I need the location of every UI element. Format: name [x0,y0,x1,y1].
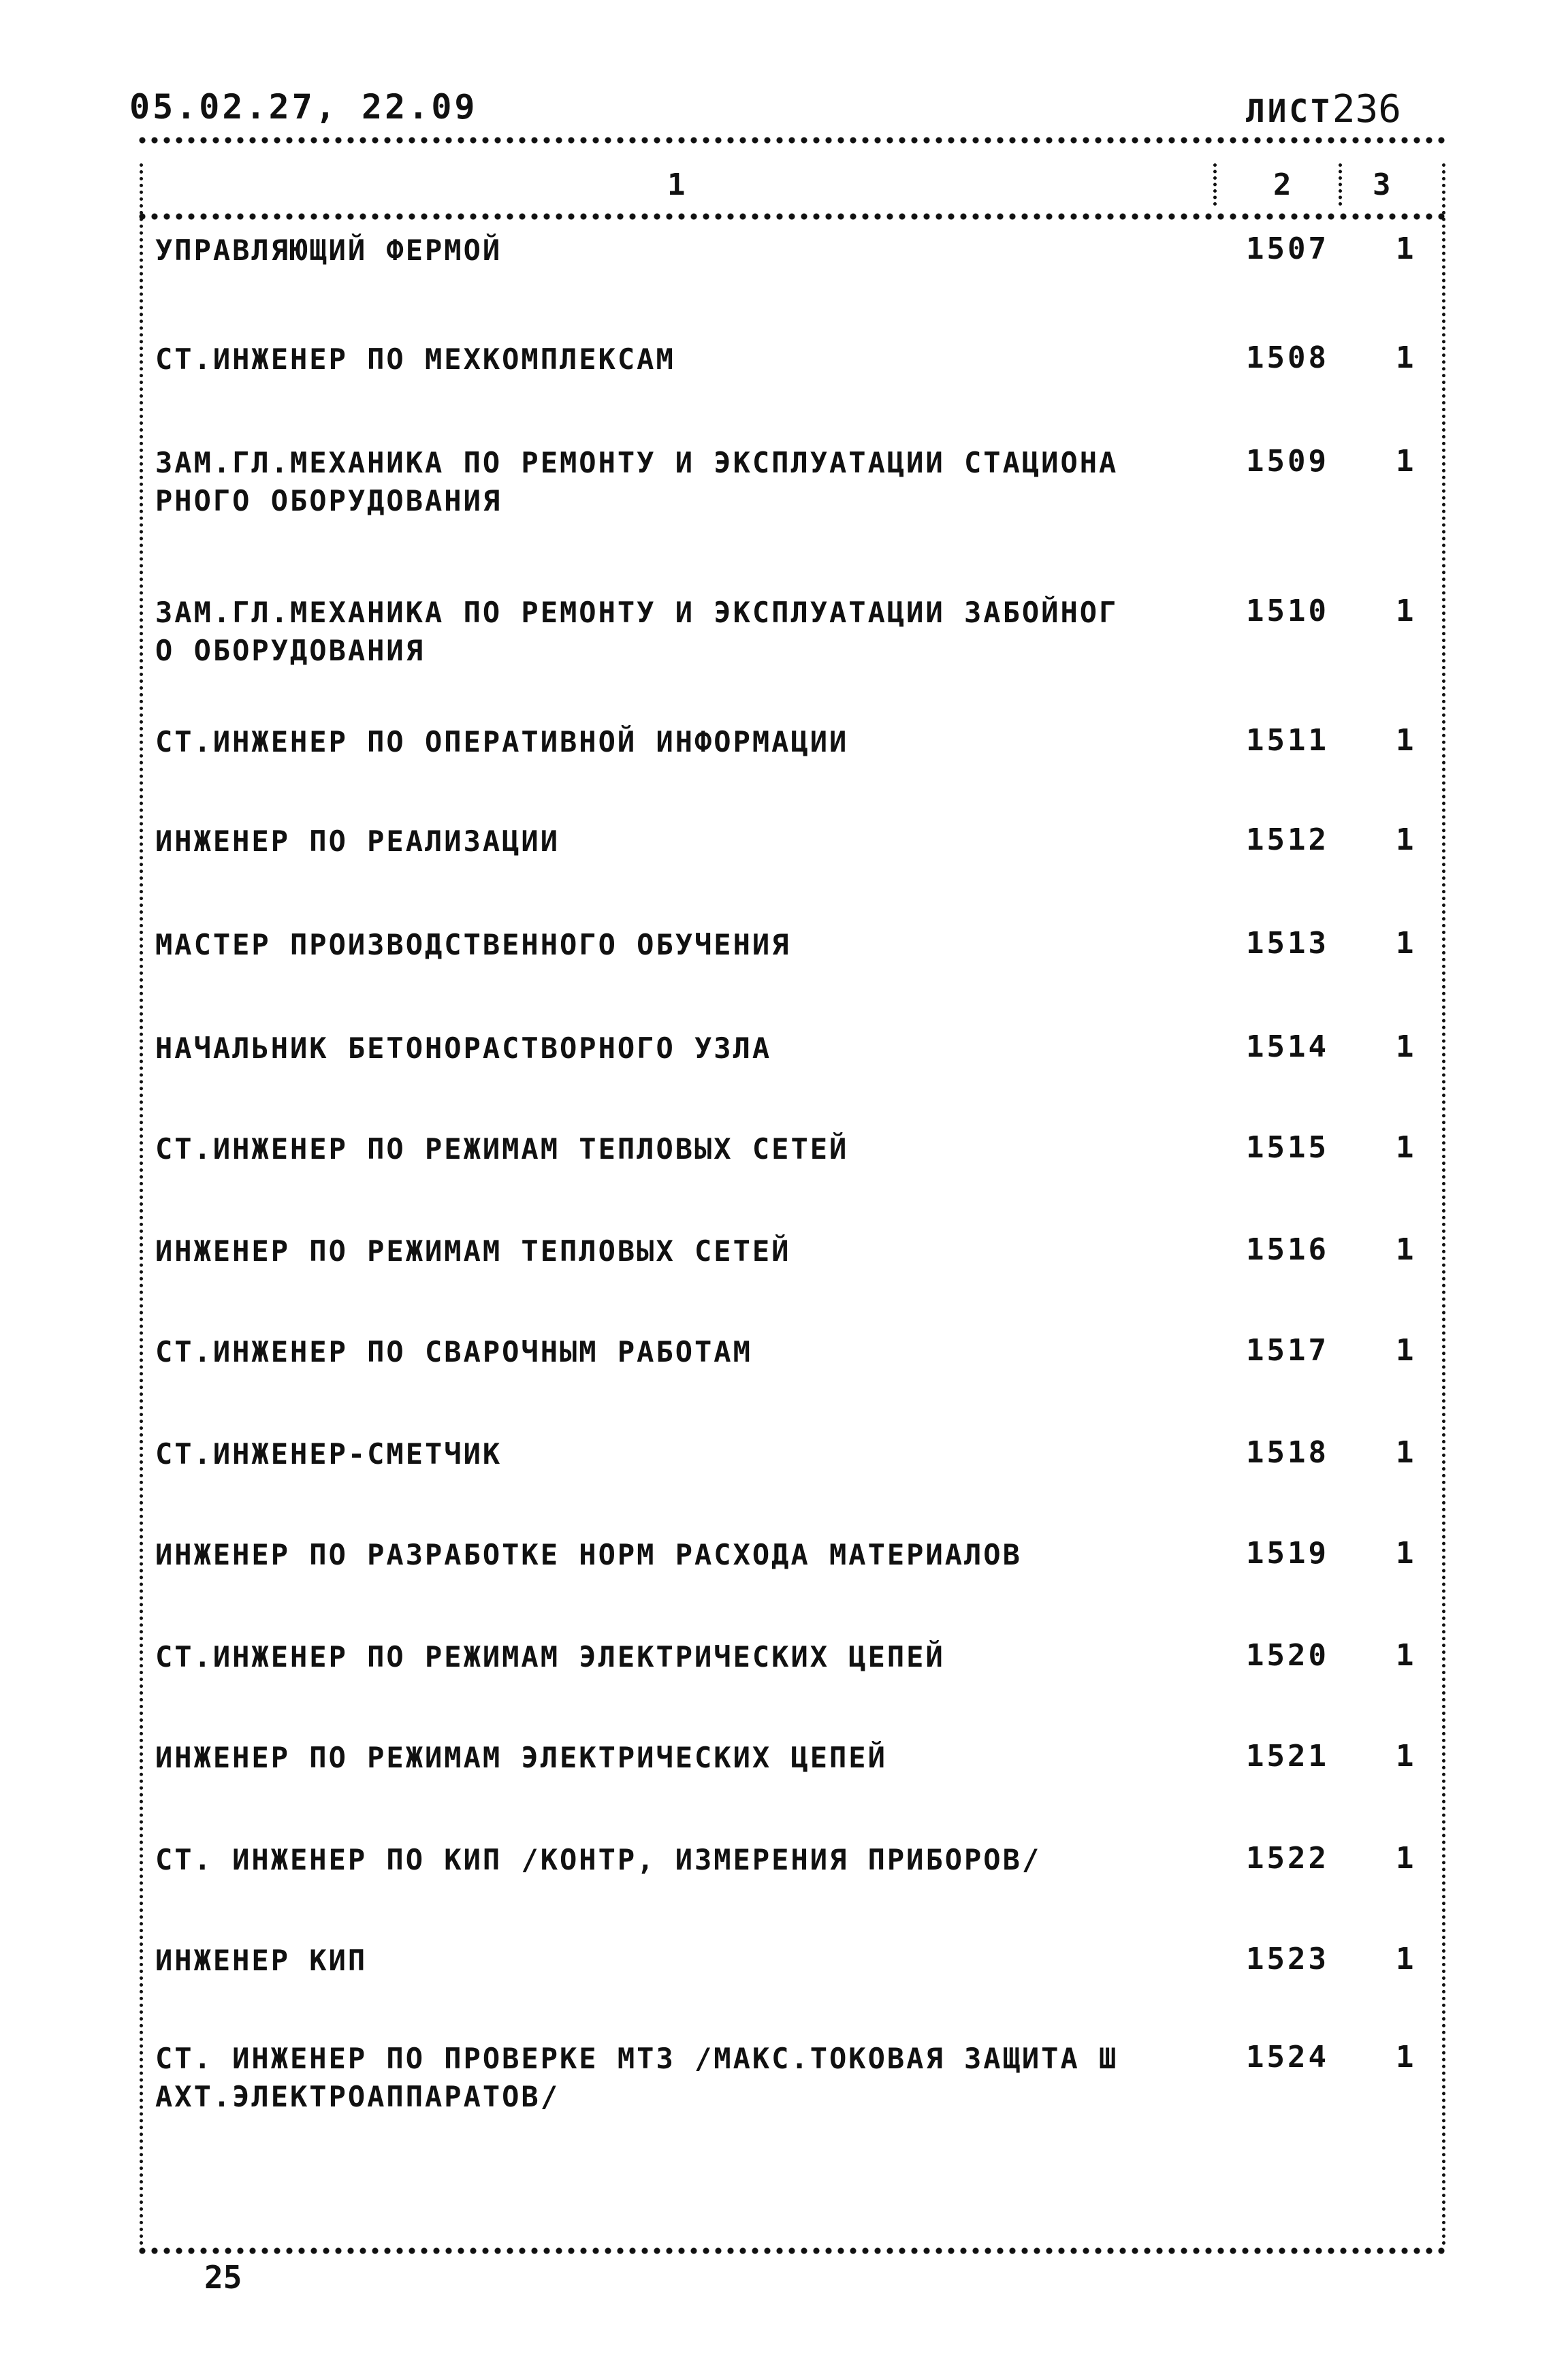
position-count: 1 [1396,926,1414,961]
column-header-1: 1 [667,167,686,202]
position-code: 1516 [1246,1232,1329,1267]
position-title: СТ. ИНЖЕНЕР ПО ПРОВЕРКЕ МТЗ /МАКС.ТОКОВАЯ ЗАЩИТА Ш АХТ.ЭЛЕКТРОАППАРАТОВ/ [155,2042,1119,2113]
column-header-2: 2 [1273,167,1292,202]
column-divider-1 [1213,163,1217,206]
position-count: 1 [1396,1435,1414,1470]
position-title: ИНЖЕНЕР ПО РЕАЛИЗАЦИИ [155,824,560,858]
position-title: УПРАВЛЯЮЩИЙ ФЕРМОЙ [155,234,502,267]
position-title: СТ.ИНЖЕНЕР ПО МЕХКОМПЛЕКСАМ [155,342,675,376]
position-count: 1 [1396,723,1414,758]
position-title: СТ.ИНЖЕНЕР ПО РЕЖИМАМ ЭЛЕКТРИЧЕСКИХ ЦЕПЕЙ [155,1640,945,1673]
position-count: 1 [1396,1333,1414,1368]
position-code: 1517 [1246,1333,1329,1368]
position-code: 1509 [1246,444,1329,479]
position-title: СТ.ИНЖЕНЕР ПО СВАРОЧНЫМ РАБОТАМ [155,1335,752,1368]
position-code: 1508 [1246,340,1329,375]
right-border [1442,163,1445,2247]
position-code: 1511 [1246,723,1329,758]
position-count: 1 [1396,1029,1414,1064]
position-title: СТ.ИНЖЕНЕР ПО ОПЕРАТИВНОЙ ИНФОРМАЦИИ [155,725,849,758]
position-code: 1507 [1246,231,1329,266]
position-count: 1 [1396,822,1414,857]
position-count: 1 [1396,444,1414,479]
position-title: ЗАМ.ГЛ.МЕХАНИКА ПО РЕМОНТУ И ЭКСПЛУАТАЦИИ СТАЦИОНА РНОГО ОБОРУДОВАНИЯ [155,446,1119,517]
top-border [136,136,1450,144]
position-code: 1522 [1246,1841,1329,1876]
position-code: 1521 [1246,1739,1329,1774]
sheet-number-value: 236 [1332,87,1401,131]
sheet-label: ЛИСТ [1246,93,1332,129]
sheet-number [1246,87,1401,131]
position-count: 1 [1396,594,1414,628]
position-count: 1 [1396,1536,1414,1571]
column-header-3: 3 [1373,167,1391,202]
position-title: МАСТЕР ПРОИЗВОДСТВЕННОГО ОБУЧЕНИЯ [155,928,791,961]
position-title: СТ. ИНЖЕНЕР ПО КИП /КОНТР, ИЗМЕРЕНИЯ ПРИБОРОВ/ [155,1843,1042,1876]
position-code: 1519 [1246,1536,1329,1571]
position-code: 1518 [1246,1435,1329,1470]
position-title: ИНЖЕНЕР КИП [155,1944,368,1977]
left-border [140,163,143,2247]
position-title: ИНЖЕНЕР ПО РАЗРАБОТКЕ НОРМ РАСХОДА МАТЕРИАЛОВ [155,1538,1022,1571]
document-code: 05.02.27, 22.09 [129,87,478,127]
position-count: 1 [1396,1232,1414,1267]
position-count: 1 [1396,1130,1414,1165]
position-title: ИНЖЕНЕР ПО РЕЖИМАМ ЭЛЕКТРИЧЕСКИХ ЦЕПЕЙ [155,1741,887,1774]
position-code: 1514 [1246,1029,1329,1064]
position-code: 1513 [1246,926,1329,961]
position-code: 1512 [1246,822,1329,857]
position-count: 1 [1396,1841,1414,1876]
position-count: 1 [1396,231,1414,266]
position-code: 1515 [1246,1130,1329,1165]
position-title: ЗАМ.ГЛ.МЕХАНИКА ПО РЕМОНТУ И ЭКСПЛУАТАЦИИ ЗАБОЙНОГ О ОБОРУДОВАНИЯ [155,596,1119,667]
position-count: 1 [1396,1739,1414,1774]
position-code: 1510 [1246,594,1329,628]
position-code: 1520 [1246,1638,1329,1673]
bottom-border [136,2247,1450,2255]
position-count: 1 [1396,2040,1414,2074]
column-divider-2 [1339,163,1342,206]
position-title: НАЧАЛЬНИК БЕТОНОРАСТВОРНОГО УЗЛА [155,1031,772,1065]
header-divider [136,212,1450,221]
position-count: 1 [1396,340,1414,375]
position-count: 1 [1396,1638,1414,1673]
position-title: ИНЖЕНЕР ПО РЕЖИМАМ ТЕПЛОВЫХ СЕТЕЙ [155,1234,791,1268]
position-title: СТ.ИНЖЕНЕР-СМЕТЧИК [155,1437,502,1471]
position-code: 1524 [1246,2040,1329,2074]
position-title: СТ.ИНЖЕНЕР ПО РЕЖИМАМ ТЕПЛОВЫХ СЕТЕЙ [155,1132,849,1166]
position-code: 1523 [1246,1942,1329,1976]
position-count: 1 [1396,1942,1414,1976]
page-footer-number: 25 [204,2259,242,2296]
